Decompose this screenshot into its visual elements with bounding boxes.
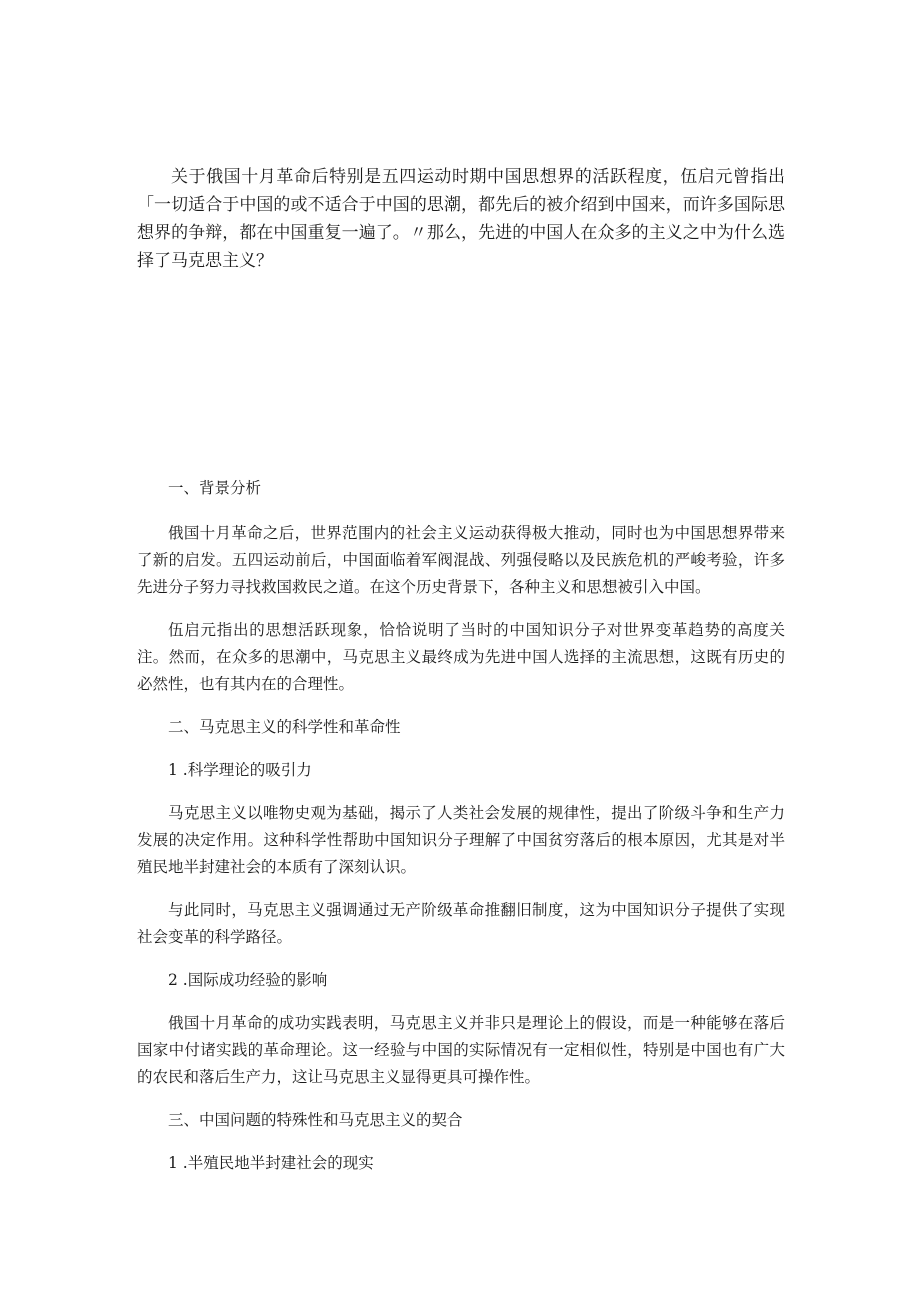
subsection-heading: 1 .半殖民地半封建社会的现实 (168, 1154, 374, 1172)
paragraph: 与此同时，马克思主义强调通过无产阶级革命推翻旧制度，这为中国知识分子提供了实现社会变革的科学路径。 (137, 901, 785, 946)
subsection-heading: 1 .科学理论的吸引力 (168, 761, 312, 779)
paragraph: 俄国十月革命的成功实践表明，马克思主义并非只是理论上的假设，而是一种能够在落后国家中付诸实践的革命理论。这一经验与中国的实际情况有一定相似性，特别是中国也有广大的农民和落后生产力，这让马克思主义显得更具可操作性。 (137, 1014, 785, 1086)
section-heading-2: 二、马克思主义的科学性和革命性 (168, 718, 401, 736)
section-heading-1: 一、背景分析 (168, 479, 262, 497)
section-heading-3: 三、中国问题的特殊性和马克思主义的契合 (168, 1111, 463, 1129)
subsection-heading: 2 .国际成功经验的影响 (168, 971, 328, 989)
paragraph: 伍启元指出的思想活跃现象，恰恰说明了当时的中国知识分子对世界变革趋势的高度关注。然而，在众多的思潮中，马克思主义最终成为先进中国人选择的主流思想，这既有历史的必然性，也有其内在的合理性。 (137, 621, 785, 693)
document-body (137, 475, 785, 1177)
intro-paragraph: 关于俄国十月革命后特别是五四运动时期中国思想界的活跃程度，伍启元曾指出「一切适合于中国的或不适合于中国的思潮，都先后的被介绍到中国来，而许多国际思想界的争辩，都在中国重复一遍了。〃那么，先进的中国人在众多的主义之中为什么选择了马克思主义？ (137, 167, 785, 271)
paragraph: 俄国十月革命之后，世界范围内的社会主义运动获得极大推动，同时也为中国思想界带来了新的启发。五四运动前后，中国面临着军阀混战、列强侵略以及民族危机的严峻考验，许多先进分子努力寻找救国救民之道。在这个历史背景下，各种主义和思想被引入中国。 (137, 524, 785, 596)
paragraph: 马克思主义以唯物史观为基础，揭示了人类社会发展的规律性，提出了阶级斗争和生产力发展的决定作用。这种科学性帮助中国知识分子理解了中国贫穷落后的根本原因，尤其是对半殖民地半封建社会的本质有了深刻认识。 (137, 804, 785, 876)
